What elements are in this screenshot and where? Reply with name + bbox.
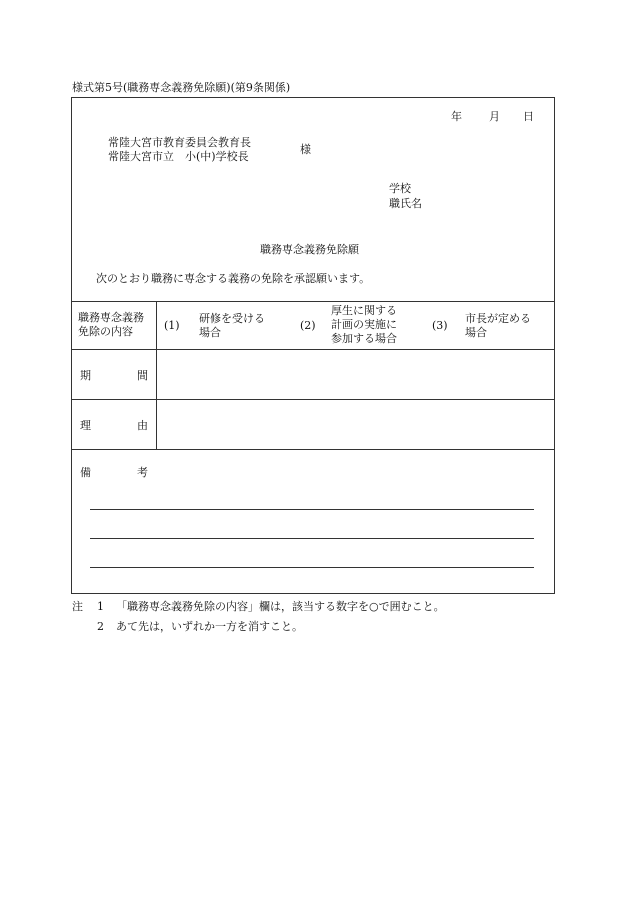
remarks-label-char-1: 備 (80, 466, 91, 479)
remarks-line-1[interactable] (90, 509, 534, 510)
option-2-line-3: 参加する場合 (331, 332, 397, 345)
remarks-line-3[interactable] (90, 567, 534, 568)
option-3-number: (3) (432, 319, 448, 332)
option-3-line-1: 市長が定める (465, 312, 531, 325)
option-1-line-1: 研修を受ける (199, 312, 265, 325)
addressee-line-1: 常陸大宮市教育委員会教育長 (108, 136, 251, 149)
content-header-line-1: 職務専念義務 (78, 311, 144, 324)
request-text: 次のとおり職務に専念する義務の免除を承認願います。 (96, 272, 371, 285)
reason-label-char-2: 由 (137, 419, 148, 432)
remarks-label-char-2: 考 (137, 466, 148, 479)
period-field[interactable] (158, 351, 552, 397)
form-frame (71, 97, 555, 594)
remarks-line-2[interactable] (90, 538, 534, 539)
row-rule-3 (72, 449, 554, 450)
period-label-char-2: 間 (137, 369, 148, 382)
option-2-number: (2) (300, 319, 316, 332)
document-title: 職務専念義務免除願 (260, 243, 359, 256)
date-month: 月 (489, 110, 500, 123)
note-2-text: あて先は，いずれか一方を消すこと。 (116, 620, 303, 633)
date-day: 日 (523, 110, 534, 123)
option-3-line-2: 場合 (465, 326, 487, 339)
row-rule-2 (72, 399, 554, 400)
option-2-line-1: 厚生に関する (331, 304, 397, 317)
label-column-rule (156, 301, 157, 449)
option-1-line-2: 場合 (199, 326, 221, 339)
form-title: 様式第5号(職務専念義務免除願)(第9条関係) (72, 81, 291, 94)
option-2-line-2: 計画の実施に (331, 318, 397, 331)
note-1-number: 1 (97, 600, 104, 613)
date-year: 年 (451, 110, 462, 123)
note-2-number: 2 (97, 620, 104, 633)
applicant-name-label: 職氏名 (389, 197, 422, 210)
table-top-rule (72, 301, 554, 302)
reason-field[interactable] (158, 401, 552, 447)
notes-prefix: 注 (72, 600, 83, 613)
content-header-line-2: 免除の内容 (78, 325, 133, 338)
note-1-text: 「職務専念義務免除の内容」欄は，該当する数字を○で囲むこと。 (116, 600, 445, 613)
reason-label-char-1: 理 (80, 419, 91, 432)
applicant-school-label: 学校 (389, 182, 411, 195)
option-1-number: (1) (164, 319, 180, 332)
addressee-line-2: 常陸大宮市立 小(中)学校長 (108, 150, 249, 163)
period-label-char-1: 期 (80, 369, 91, 382)
addressee-honorific: 様 (300, 143, 311, 156)
row-rule-1 (72, 349, 554, 350)
